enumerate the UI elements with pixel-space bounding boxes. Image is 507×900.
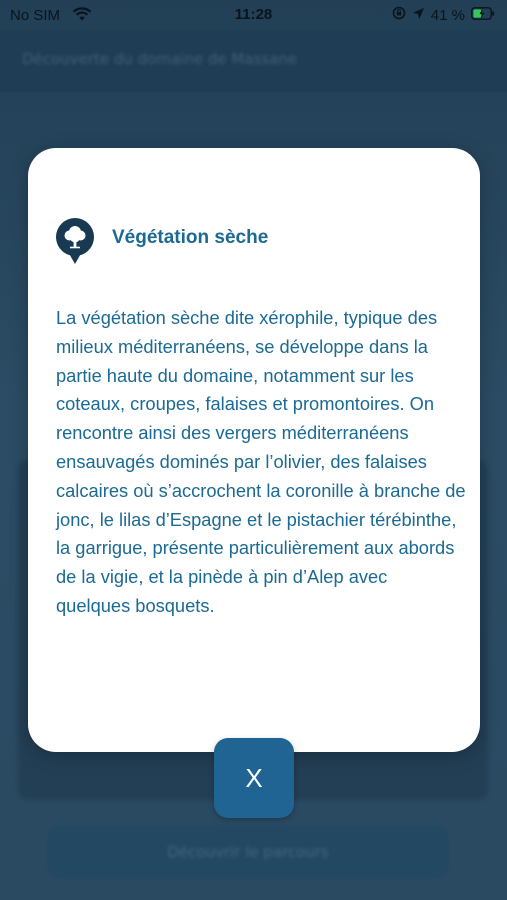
carrier-label: No SIM <box>10 7 61 24</box>
status-bar <box>0 0 507 30</box>
status-right <box>392 6 495 24</box>
background-title: Découverte du domaine de Massane <box>22 50 298 68</box>
battery-charging-icon <box>471 7 495 24</box>
background-button <box>48 826 448 878</box>
modal-title: Végétation sèche <box>112 227 269 248</box>
clock: 11:28 <box>234 6 273 23</box>
battery-percent: 41 % <box>430 6 465 24</box>
background-button-label: Découvrir le parcours <box>167 843 329 861</box>
tree-pin-icon <box>54 216 96 266</box>
orientation-lock-icon <box>392 6 406 24</box>
modal-description: La végétation sèche dite xérophile, typique des milieux méditerranéens, se développe dans la partie haute du domaine, notamment sur les coteaux, croupes, falaises et promontoires. On rencontre ainsi des vergers méditerranéens ensauvagés dominés par l’olivier, des falaises calcaires où s’accrochent la coronille à branche de jonc, le lilas d’Espagne et le pistachier térébinthe, la garrigue, présente particulièrement aux abords de la vigie, et la pinède à pin d’Alep avec quelques bosquets. <box>56 307 466 616</box>
modal-header <box>54 216 268 266</box>
location-arrow-icon <box>412 7 425 24</box>
info-modal <box>28 148 480 752</box>
close-button[interactable]: X <box>214 738 294 818</box>
